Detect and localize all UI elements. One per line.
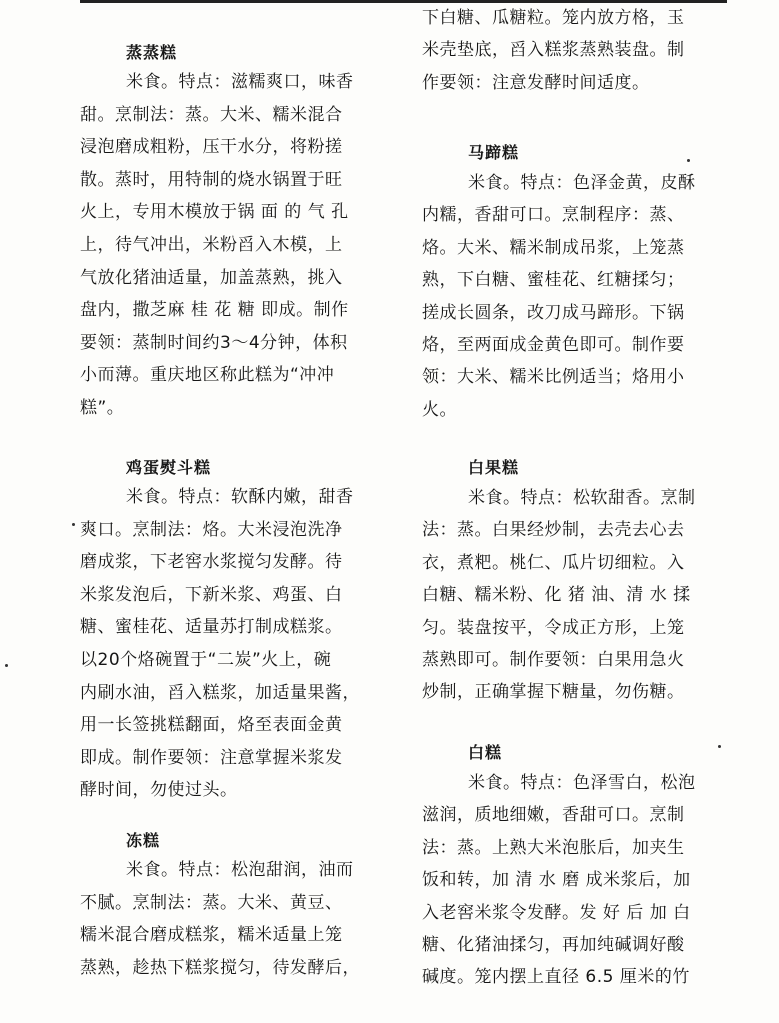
paragraph-line: 匀。装盘按平，令成正方形，上笼 (422, 617, 685, 638)
paragraph-line: 熟，下白糖、蜜桂花、红糖揉匀； (422, 270, 685, 291)
paragraph-line: 火。 (422, 399, 457, 420)
paragraph-line: 内糯，香甜可口。烹制程序：蒸、 (422, 205, 685, 226)
paragraph-line: 用一长签挑糕翻面，烙至表面金黄 (80, 715, 343, 736)
scan-speck (5, 664, 8, 667)
paragraph-line: 盘内，撒芝麻 桂 花 糖 即成。制作 (80, 300, 349, 321)
paragraph-line: 浸泡磨成粗粉，压干水分，将粉搓 (80, 137, 343, 158)
paragraph-line: 饭和转，加 清 水 磨 成米浆后，加 (422, 870, 691, 891)
paragraph-line: 以20个烙碗置于“二炭”火上，碗 (80, 650, 332, 670)
scan-speck (687, 159, 690, 162)
recipe-title: 冻糕 (126, 831, 161, 850)
scan-speck (718, 745, 721, 748)
paragraph-line: 糖、化猪油揉匀，再加纯碱调好酸 (422, 935, 685, 955)
paragraph-line: 甜。烹制法：蒸。大米、糯米混合 (80, 104, 343, 125)
paragraph-line: 散。蒸时，用特制的烧水锅置于旺 (80, 169, 343, 190)
recipe-title: 白糕 (468, 743, 503, 762)
paragraph-line: 炒制，正确掌握下糖量，勿伤糖。 (422, 682, 685, 703)
paragraph-line: 烙。大米、糯米制成吊浆，上笼蒸 (422, 237, 685, 258)
paragraph-line: 糕”。 (80, 398, 125, 418)
paragraph-line: 搓成长圆条，改刀成马蹄形。下锅 (422, 302, 685, 323)
paragraph-line: 下白糖、瓜糖粒。笼内放方格，玉 (422, 8, 685, 28)
paragraph-line: 火上，专用木模放于锅 面 的 气 孔 (80, 202, 349, 223)
paragraph-line: 衣，煮粑。桃仁、瓜片切细粒。入 (422, 552, 685, 573)
paragraph-line: 蒸熟即可。制作要领：白果用急火 (422, 650, 685, 670)
paragraph-line: 米壳垫底，舀入糕浆蒸熟装盘。制 (422, 40, 685, 61)
scan-speck (72, 523, 75, 526)
paragraph-line: 米食。特点：色泽雪白，松泡 (468, 773, 696, 793)
paragraph-line: 内刷水油，舀入糕浆，加适量果酱， (80, 682, 360, 703)
paragraph-line: 米食。特点：松泡甜润，油而 (126, 860, 354, 880)
paragraph-line: 烙，至两面成金黄色即可。制作要 (422, 335, 685, 355)
recipe-title: 蒸蒸糕 (126, 43, 178, 62)
paragraph-line: 爽口。烹制法：烙。大米浸泡洗净 (80, 519, 343, 540)
recipe-title: 马蹄糕 (468, 143, 520, 162)
paragraph-line: 糯米混合磨成糕浆，糯米适量上笼 (80, 925, 343, 946)
paragraph-line: 气放化猪油适量，加盖蒸熟，挑入 (80, 267, 343, 288)
paragraph-line: 磨成浆，下老窖水浆搅匀发酵。待 (80, 552, 343, 573)
paragraph-line: 要领：蒸制时间约3～4分钟，体积 (80, 332, 348, 353)
paragraph-line: 作要领：注意发酵时间适度。 (422, 72, 650, 93)
paragraph-line: 小而薄。重庆地区称此糕为“冲冲 (80, 365, 335, 386)
paragraph-line: 法：蒸。白果经炒制，去壳去心去 (422, 520, 685, 541)
paragraph-line: 米食。特点：软酥内嫩，甜香 (126, 487, 354, 507)
paragraph-line: 法：蒸。上熟大米泡胀后，加夹生 (422, 837, 685, 858)
top-rule (80, 0, 727, 3)
paragraph-line: 蒸熟，趁热下糕浆搅匀，待发酵后， (80, 957, 360, 978)
paragraph-line: 入老窖米浆令发酵。发 好 后 加 白 (422, 902, 691, 923)
paragraph-line: 米食。特点：色泽金黄，皮酥 (468, 173, 696, 193)
paragraph-line: 即成。制作要领：注意掌握米浆发 (80, 747, 343, 768)
recipe-title: 白果糕 (468, 458, 520, 477)
paragraph-line: 不腻。烹制法：蒸。大米、黄豆、 (80, 892, 343, 913)
paragraph-line: 上，待气冲出，米粉舀入木模，上 (80, 235, 343, 255)
paragraph-line: 酵时间，勿使过头。 (80, 780, 238, 801)
recipe-title: 鸡蛋熨斗糕 (126, 458, 212, 477)
paragraph-line: 白糖、糯米粉、化 猪 油、清 水 揉 (422, 585, 691, 606)
paragraph-line: 滋润，质地细嫩，香甜可口。烹制 (422, 805, 685, 826)
paragraph-line: 米食。特点：松软甜香。烹制 (468, 488, 696, 508)
paragraph-line: 碱度。笼内摆上直径 6.5 厘米的竹 (422, 967, 690, 988)
paragraph-line: 领：大米、糯米比例适当；烙用小 (422, 367, 685, 388)
paragraph-line: 糖、蜜桂花、适量苏打制成糕浆。 (80, 617, 343, 638)
paragraph-line: 米浆发泡后，下新米浆、鸡蛋、白 (80, 584, 343, 605)
paragraph-line: 米食。特点：滋糯爽口，味香 (126, 72, 354, 92)
